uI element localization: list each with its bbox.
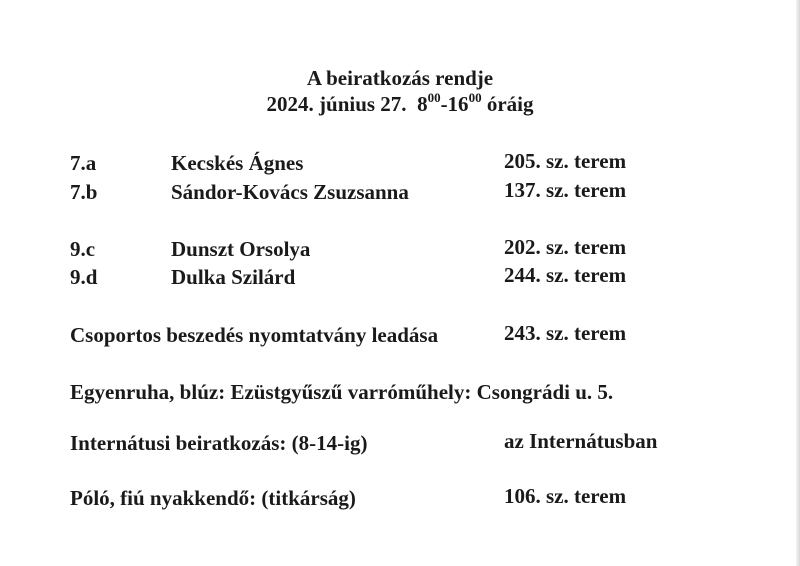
dormitory-location: az Internátusban bbox=[504, 429, 658, 453]
dormitory-label: Internátusi beiratkozás: (8-14-ig) bbox=[70, 431, 368, 455]
start-minutes: 00 bbox=[427, 90, 441, 105]
teacher-name: Dunszt Orsolya bbox=[171, 237, 311, 261]
schedule-date: 2024. június 27. bbox=[266, 92, 407, 116]
uniform-info: Egyenruha, blúz: Ezüstgyűszű varróműhely: Csongrádi u. 5. bbox=[70, 380, 614, 404]
group-form-label: Csoportos beszedés nyomtatvány leadása bbox=[70, 323, 439, 347]
shirt-tie-label: Póló, fiú nyakkendő: (titkárság) bbox=[70, 486, 356, 510]
end-hour: -16 bbox=[440, 92, 469, 116]
class-name: 7.a bbox=[70, 151, 97, 175]
time-suffix: óráig bbox=[486, 92, 534, 116]
room-number: 202. sz. terem bbox=[504, 235, 627, 259]
teacher-name: Dulka Szilárd bbox=[171, 265, 296, 289]
shirt-tie-room: 106. sz. terem bbox=[504, 484, 627, 508]
class-name: 9.d bbox=[70, 265, 98, 289]
class-name: 9.c bbox=[70, 237, 96, 261]
end-minutes: 00 bbox=[468, 90, 482, 105]
teacher-name: Sándor-Kovács Zsuzsanna bbox=[171, 180, 409, 204]
schedule-date-line bbox=[0, 92, 800, 119]
group-form-room: 243. sz. terem bbox=[504, 321, 627, 345]
teacher-name: Kecskés Ágnes bbox=[171, 151, 304, 175]
room-number: 205. sz. terem bbox=[504, 149, 627, 173]
start-hour: 8 bbox=[417, 92, 428, 116]
document-title: A beiratkozás rendje bbox=[306, 66, 494, 90]
room-number: 137. sz. terem bbox=[504, 178, 627, 202]
class-name: 7.b bbox=[70, 180, 98, 204]
room-number: 244. sz. terem bbox=[504, 263, 627, 287]
